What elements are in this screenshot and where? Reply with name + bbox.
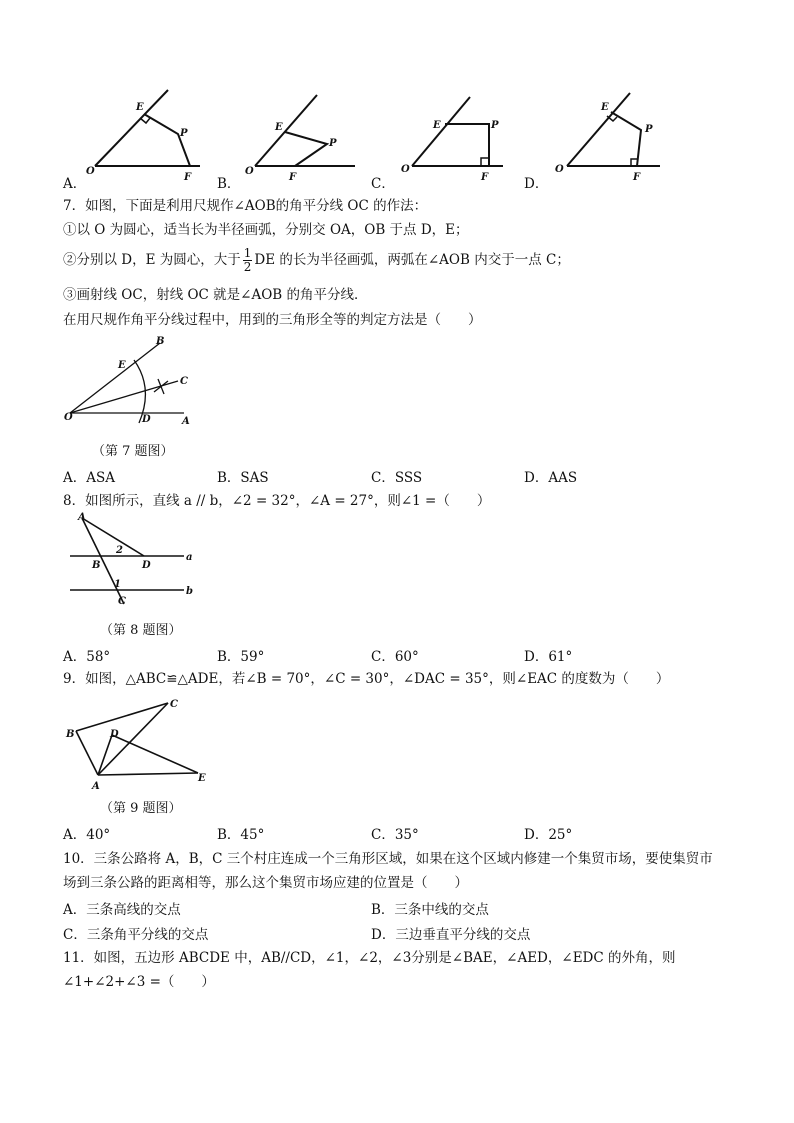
q7-step-2 (63, 247, 570, 274)
q7-figure (64, 338, 204, 433)
q11-stem-line-2: ∠1+∠2+∠3 =（ ） (63, 974, 215, 990)
q10-option-d[interactable]: D．三边垂直平分线的交点 (371, 927, 531, 943)
q6a-label-e: E (136, 102, 144, 113)
q9-option-c[interactable]: C．35° (371, 827, 419, 843)
q10-stem-line-2: 场到三条公路的距离相等，那么这个集贸市场应建的位置是（ ） (63, 875, 468, 891)
q7-label-o: O (64, 412, 73, 423)
q9-label-c: C (170, 699, 178, 710)
q9-option-b[interactable]: B．45° (217, 827, 265, 843)
q7-caption: （第 7 题图） (92, 444, 174, 459)
q6d-label-e: E (601, 102, 609, 113)
q7-step-2-post: DE 的长为半径画弧，两弧在∠AOB 内交于一点 C； (254, 252, 570, 268)
q10-option-a[interactable]: A．三条高线的交点 (63, 902, 181, 918)
q8-label-line-b: b (186, 586, 193, 597)
q6b-label-o: O (245, 166, 254, 177)
q9-stem: 9．如图，△ABC≌△ADE，若∠B = 70°，∠C = 30°，∠DAC = 35°，则∠EAC 的度数为（ ） (63, 671, 670, 687)
q6-figure-c (385, 90, 545, 190)
q7-label-b: B (156, 336, 165, 347)
q6-figure-b (225, 90, 385, 190)
q10-option-b[interactable]: B．三条中线的交点 (371, 902, 489, 918)
q6a-label-f: F (184, 172, 192, 183)
q8-label-a-point: A (78, 512, 86, 523)
q7-stem: 7．如图，下面是利用尺规作∠AOB的角平分线 OC 的作法： (63, 198, 428, 214)
q9-option-d[interactable]: D．25° (524, 827, 573, 843)
q6b-label-f: F (289, 172, 297, 183)
q8-label-c-point: C (118, 596, 126, 607)
q7-fraction-den: 2 (243, 260, 252, 274)
q6a-label-p: P (180, 128, 188, 139)
q6b-label-p: P (329, 138, 337, 149)
q6-option-a[interactable]: A． (63, 176, 87, 192)
q9-label-b: B (66, 729, 75, 740)
q6d-label-f: F (633, 172, 641, 183)
q8-option-c[interactable]: C．60° (371, 649, 419, 665)
q7-question: 在用尺规作角平分线过程中，用到的三角形全等的判定方法是（ ） (63, 312, 482, 328)
q7-step-3: ③画射线 OC，射线 OC 就是∠AOB 的角平分线． (63, 287, 368, 303)
q8-label-line-a: a (186, 552, 193, 563)
q8-figure (66, 512, 206, 612)
q7-fraction (243, 247, 253, 274)
q6c-label-o: O (401, 164, 410, 175)
q6d-label-o: O (555, 164, 564, 175)
q6c-label-f: F (481, 172, 489, 183)
q6-option-d[interactable]: D． (524, 176, 549, 192)
q7-label-d: D (142, 414, 151, 425)
q7-option-c[interactable]: C．SSS (371, 470, 423, 486)
q8-label-angle-2: 2 (116, 545, 123, 556)
q6-option-c[interactable]: C． (371, 176, 395, 192)
q8-option-b[interactable]: B．59° (217, 649, 265, 665)
q6d-label-p: P (645, 124, 653, 135)
q9-figure (62, 693, 212, 793)
q10-stem-line-1: 10．三条公路将 A，B，C 三个村庄连成一个三角形区域，如果在这个区域内修建一个集贸市场，要使集贸市 (63, 851, 713, 867)
q8-caption: （第 8 题图） (100, 623, 182, 638)
q8-option-a[interactable]: A．58° (63, 649, 111, 665)
q6b-label-e: E (275, 122, 283, 133)
q6c-label-p: P (491, 120, 499, 131)
q8-label-angle-1: 1 (114, 579, 121, 590)
q7-step-1: ①以 O 为圆心，适当长为半径画弧，分别交 OA，OB 于点 D，E； (63, 222, 469, 238)
q8-label-d-point: D (142, 560, 151, 571)
q9-label-a: A (92, 781, 100, 792)
q7-option-b[interactable]: B．SAS (217, 470, 269, 486)
q11-stem-line-1: 11．如图，五边形 ABCDE 中，AB//CD，∠1，∠2，∠3分别是∠BAE，∠AED，∠EDC 的外角，则 (63, 950, 676, 966)
q9-caption: （第 9 题图） (100, 801, 182, 816)
q6-figure-d (545, 90, 705, 190)
q7-label-c: C (180, 376, 188, 387)
q6-option-b[interactable]: B． (217, 176, 241, 192)
q8-stem: 8．如图所示，直线 a // b，∠2 = 32°，∠A = 27°，则∠1 =（ ） (63, 493, 491, 509)
q7-label-e: E (118, 360, 126, 371)
q7-label-a: A (182, 416, 190, 427)
q7-option-a[interactable]: A．ASA (63, 470, 115, 486)
q7-step-2-pre: ②分别以 D，E 为圆心，大于 (63, 252, 241, 268)
q10-option-c[interactable]: C．三条角平分线的交点 (63, 927, 209, 943)
q7-option-d[interactable]: D．AAS (524, 470, 578, 486)
q9-label-d: D (110, 729, 119, 740)
q6c-label-e: E (433, 120, 441, 131)
q9-option-a[interactable]: A．40° (63, 827, 111, 843)
q7-fraction-num: 1 (243, 246, 252, 260)
q8-label-b-point: B (92, 560, 101, 571)
q9-label-e: E (198, 773, 206, 784)
q6a-label-o: O (86, 166, 95, 177)
q8-option-d[interactable]: D．61° (524, 649, 573, 665)
